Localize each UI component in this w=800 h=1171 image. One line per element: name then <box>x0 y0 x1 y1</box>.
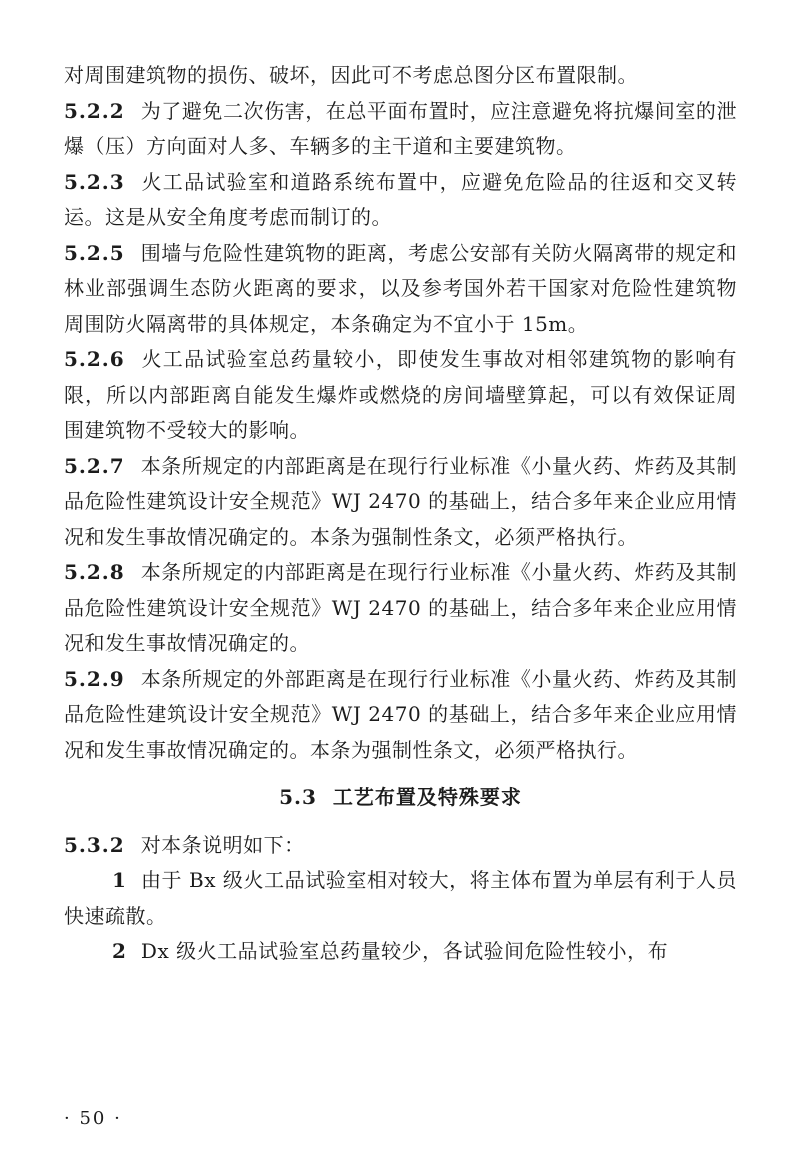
paragraph-5-2-6 <box>64 342 737 449</box>
paragraph-5-2-7 <box>64 449 737 556</box>
page-number: · 50 · <box>64 1108 122 1129</box>
clause-number: 5.3.2 <box>64 832 125 857</box>
clause-text: 本条所规定的内部距离是在现行行业标准《小量火药、炸药及其制品危险性建筑设计安全规范》WJ 2470 的基础上，结合多年来企业应用情况和发生事故情况确定的。 <box>64 560 737 655</box>
clause-text: 围墙与危险性建筑物的距离，考虑公安部有关防火隔离带的规定和林业部强调生态防火距离的要求，以及参考国外若干国家对危险性建筑物周围防火隔离带的具体规定，本条确定为不宜小于 15m。 <box>64 240 737 336</box>
paragraph-continuation <box>64 58 737 94</box>
clause-number: 5.2.3 <box>64 169 125 194</box>
clause-text: 火工品试验室总药量较小，即使发生事故对相邻建筑物的影响有限，所以内部距离自能发生爆炸或燃烧的房间墙壁算起，可以有效保证周围建筑物不受较大的影响。 <box>64 347 737 442</box>
paragraph-5-2-9 <box>64 662 737 769</box>
paragraph-text: 对周围建筑物的损伤、破坏，因此可不考虑总图分区布置限制。 <box>64 63 638 87</box>
paragraph-5-2-2 <box>64 94 737 165</box>
clause-number: 5.2.2 <box>64 98 125 123</box>
clause-number: 5.2.7 <box>64 453 125 478</box>
clause-number: 5.2.9 <box>64 666 125 691</box>
paragraph-item-1 <box>64 863 737 934</box>
document-content <box>64 58 737 970</box>
section-title: 工艺布置及特殊要求 <box>332 785 522 809</box>
clause-number: 5.2.6 <box>64 347 125 371</box>
paragraph-5-2-8 <box>64 555 737 662</box>
clause-number: 5.2.8 <box>64 560 125 584</box>
paragraph-5-2-5 <box>64 236 737 343</box>
paragraph-item-2 <box>64 934 737 970</box>
item-number: 2 <box>112 939 127 963</box>
clause-text: 为了避免二次伤害，在总平面布置时，应注意避免将抗爆间室的泄爆（压）方向面对人多、车辆多的主干道和主要建筑物。 <box>64 98 737 158</box>
clause-text: 火工品试验室和道路系统布置中，应避免危险品的往返和交叉转运。这是从安全角度考虑而制订的。 <box>64 169 737 229</box>
paragraph-5-3-2 <box>64 828 737 864</box>
clause-text: 本条所规定的外部距离是在现行行业标准《小量火药、炸药及其制品危险性建筑设计安全规范》WJ 2470 的基础上，结合多年来企业应用情况和发生事故情况确定的。本条为强制性条文，必须严格执行。 <box>64 666 737 762</box>
clause-number: 5.2.5 <box>64 240 125 265</box>
section-heading <box>64 780 737 816</box>
section-number: 5.3 <box>279 785 317 809</box>
item-text: Dx 级火工品试验室总药量较少，各试验间危险性较小，布 <box>140 939 669 963</box>
item-number: 1 <box>112 868 127 892</box>
item-text: 由于 Bx 级火工品试验室相对较大，将主体布置为单层有利于人员快速疏散。 <box>64 868 737 928</box>
clause-text: 本条所规定的内部距离是在现行行业标准《小量火药、炸药及其制品危险性建筑设计安全规范》WJ 2470 的基础上，结合多年来企业应用情况和发生事故情况确定的。本条为强制性条文，必须严格执行。 <box>64 453 737 549</box>
clause-text: 对本条说明如下： <box>140 832 305 857</box>
paragraph-5-2-3 <box>64 165 737 236</box>
